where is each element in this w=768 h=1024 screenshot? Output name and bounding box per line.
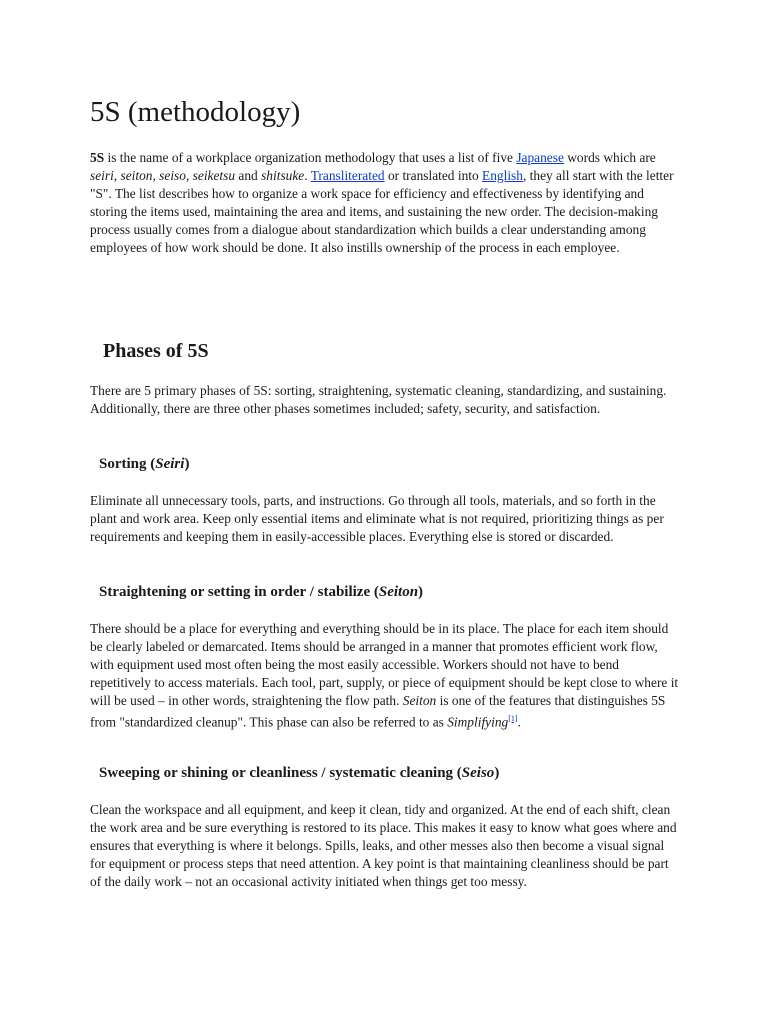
sorting-paragraph: Eliminate all unnecessary tools, parts, and instructions. Go through all tools, materials, and so forth in the plant and work area. Keep only essential items and eliminate what is not required, prioritizing things as per requirements and keeping them in easily-accessible places. Everything else is stored or discarded. xyxy=(90,493,664,544)
transliterated-link[interactable]: Transliterated xyxy=(310,167,385,183)
intro-term: 5S xyxy=(90,150,105,165)
intro-text-3: and xyxy=(235,167,262,183)
straightening-heading xyxy=(99,583,423,601)
sweeping-paragraph: Clean the workspace and all equipment, and keep it clean, tidy and organized. At the end of each shift, clean the work area and be sure everything is restored to its place. This makes it easy to know what goes where and ensures that everything is where it belongs. Spills, leaks, and other messes also then become a visual signal for equipment or process steps that need attention. A key point is that maintaining cleanliness should be part of the daily work – not an occasional activity initiated when things get too messy. xyxy=(90,802,677,889)
japanese-link[interactable]: Japanese xyxy=(516,150,564,165)
sweeping-heading xyxy=(99,764,499,782)
sweeping-heading-suffix: ) xyxy=(494,765,500,781)
sweeping-heading-prefix: Sweeping or shining or cleanliness / systematic cleaning ( xyxy=(99,765,462,781)
sorting-heading-term: Seiri xyxy=(155,456,185,472)
straightening-italic-1: Seiton xyxy=(402,692,437,708)
straightening-heading-prefix: Straightening or setting in order / stabilize ( xyxy=(99,584,379,600)
straightening-paragraph xyxy=(90,620,680,731)
intro-text-4: . xyxy=(304,167,311,183)
intro-word-last: shitsuke xyxy=(261,167,305,183)
intro-text-2: words which are xyxy=(563,150,656,165)
intro-words-italic: seiri, seiton, seiso, seiketsu xyxy=(90,167,236,183)
straightening-heading-term: Seiton xyxy=(378,584,419,600)
straightening-text-1: There should be a place for everything and everything should be in its place. The place for each item should be clearly labeled or demarcated. Items should be arranged in a manner that promotes efficient work flow, with equipment used most often being the most easily accessible. Workers should not have to bend repetitively to access materials. Each tool, part, supply, or piece of equipment should be kept close to where it will be used – in other words, straightening the flow path. xyxy=(90,621,679,708)
intro-text-6: , they all start with the letter "S". The list describes how to organize a work space for efficiency and effectiveness by identifying and storing the items used, maintaining the area and items, and sustaining the new order. The decision-making process usually comes from a dialogue about standardization which builds a clear understanding among employees of how work should be done. It also instills ownership of the process in each employee. xyxy=(90,167,674,255)
straightening-heading-suffix: ) xyxy=(418,584,424,600)
footnote-link[interactable]: [1] xyxy=(508,713,518,723)
sorting-heading-suffix: ) xyxy=(184,456,190,472)
sorting-heading xyxy=(99,455,189,473)
intro-text-1: is the name of a workplace organization methodology that uses a list of five xyxy=(104,150,517,165)
english-link[interactable]: English xyxy=(482,167,523,183)
page-title: 5S (methodology) xyxy=(90,96,301,128)
sorting-heading-prefix: Sorting ( xyxy=(99,456,156,472)
phases-heading: Phases of 5S xyxy=(103,340,209,362)
straightening-italic-2: Simplifying xyxy=(447,714,509,729)
straightening-text-2: is one of the features that distinguishes 5S from "standardized cleanup". This phase can also be referred to as xyxy=(90,692,666,729)
sweeping-heading-term: Seiso xyxy=(461,765,495,781)
intro-text-5: or translated into xyxy=(384,167,483,183)
straightening-text-3: . xyxy=(517,714,521,729)
intro-paragraph xyxy=(90,149,680,256)
phases-paragraph: There are 5 primary phases of 5S: sorting, straightening, systematic cleaning, standardizing, and sustaining. Additionally, there are three other phases sometimes included; safety, security, and satisfaction. xyxy=(90,383,667,416)
